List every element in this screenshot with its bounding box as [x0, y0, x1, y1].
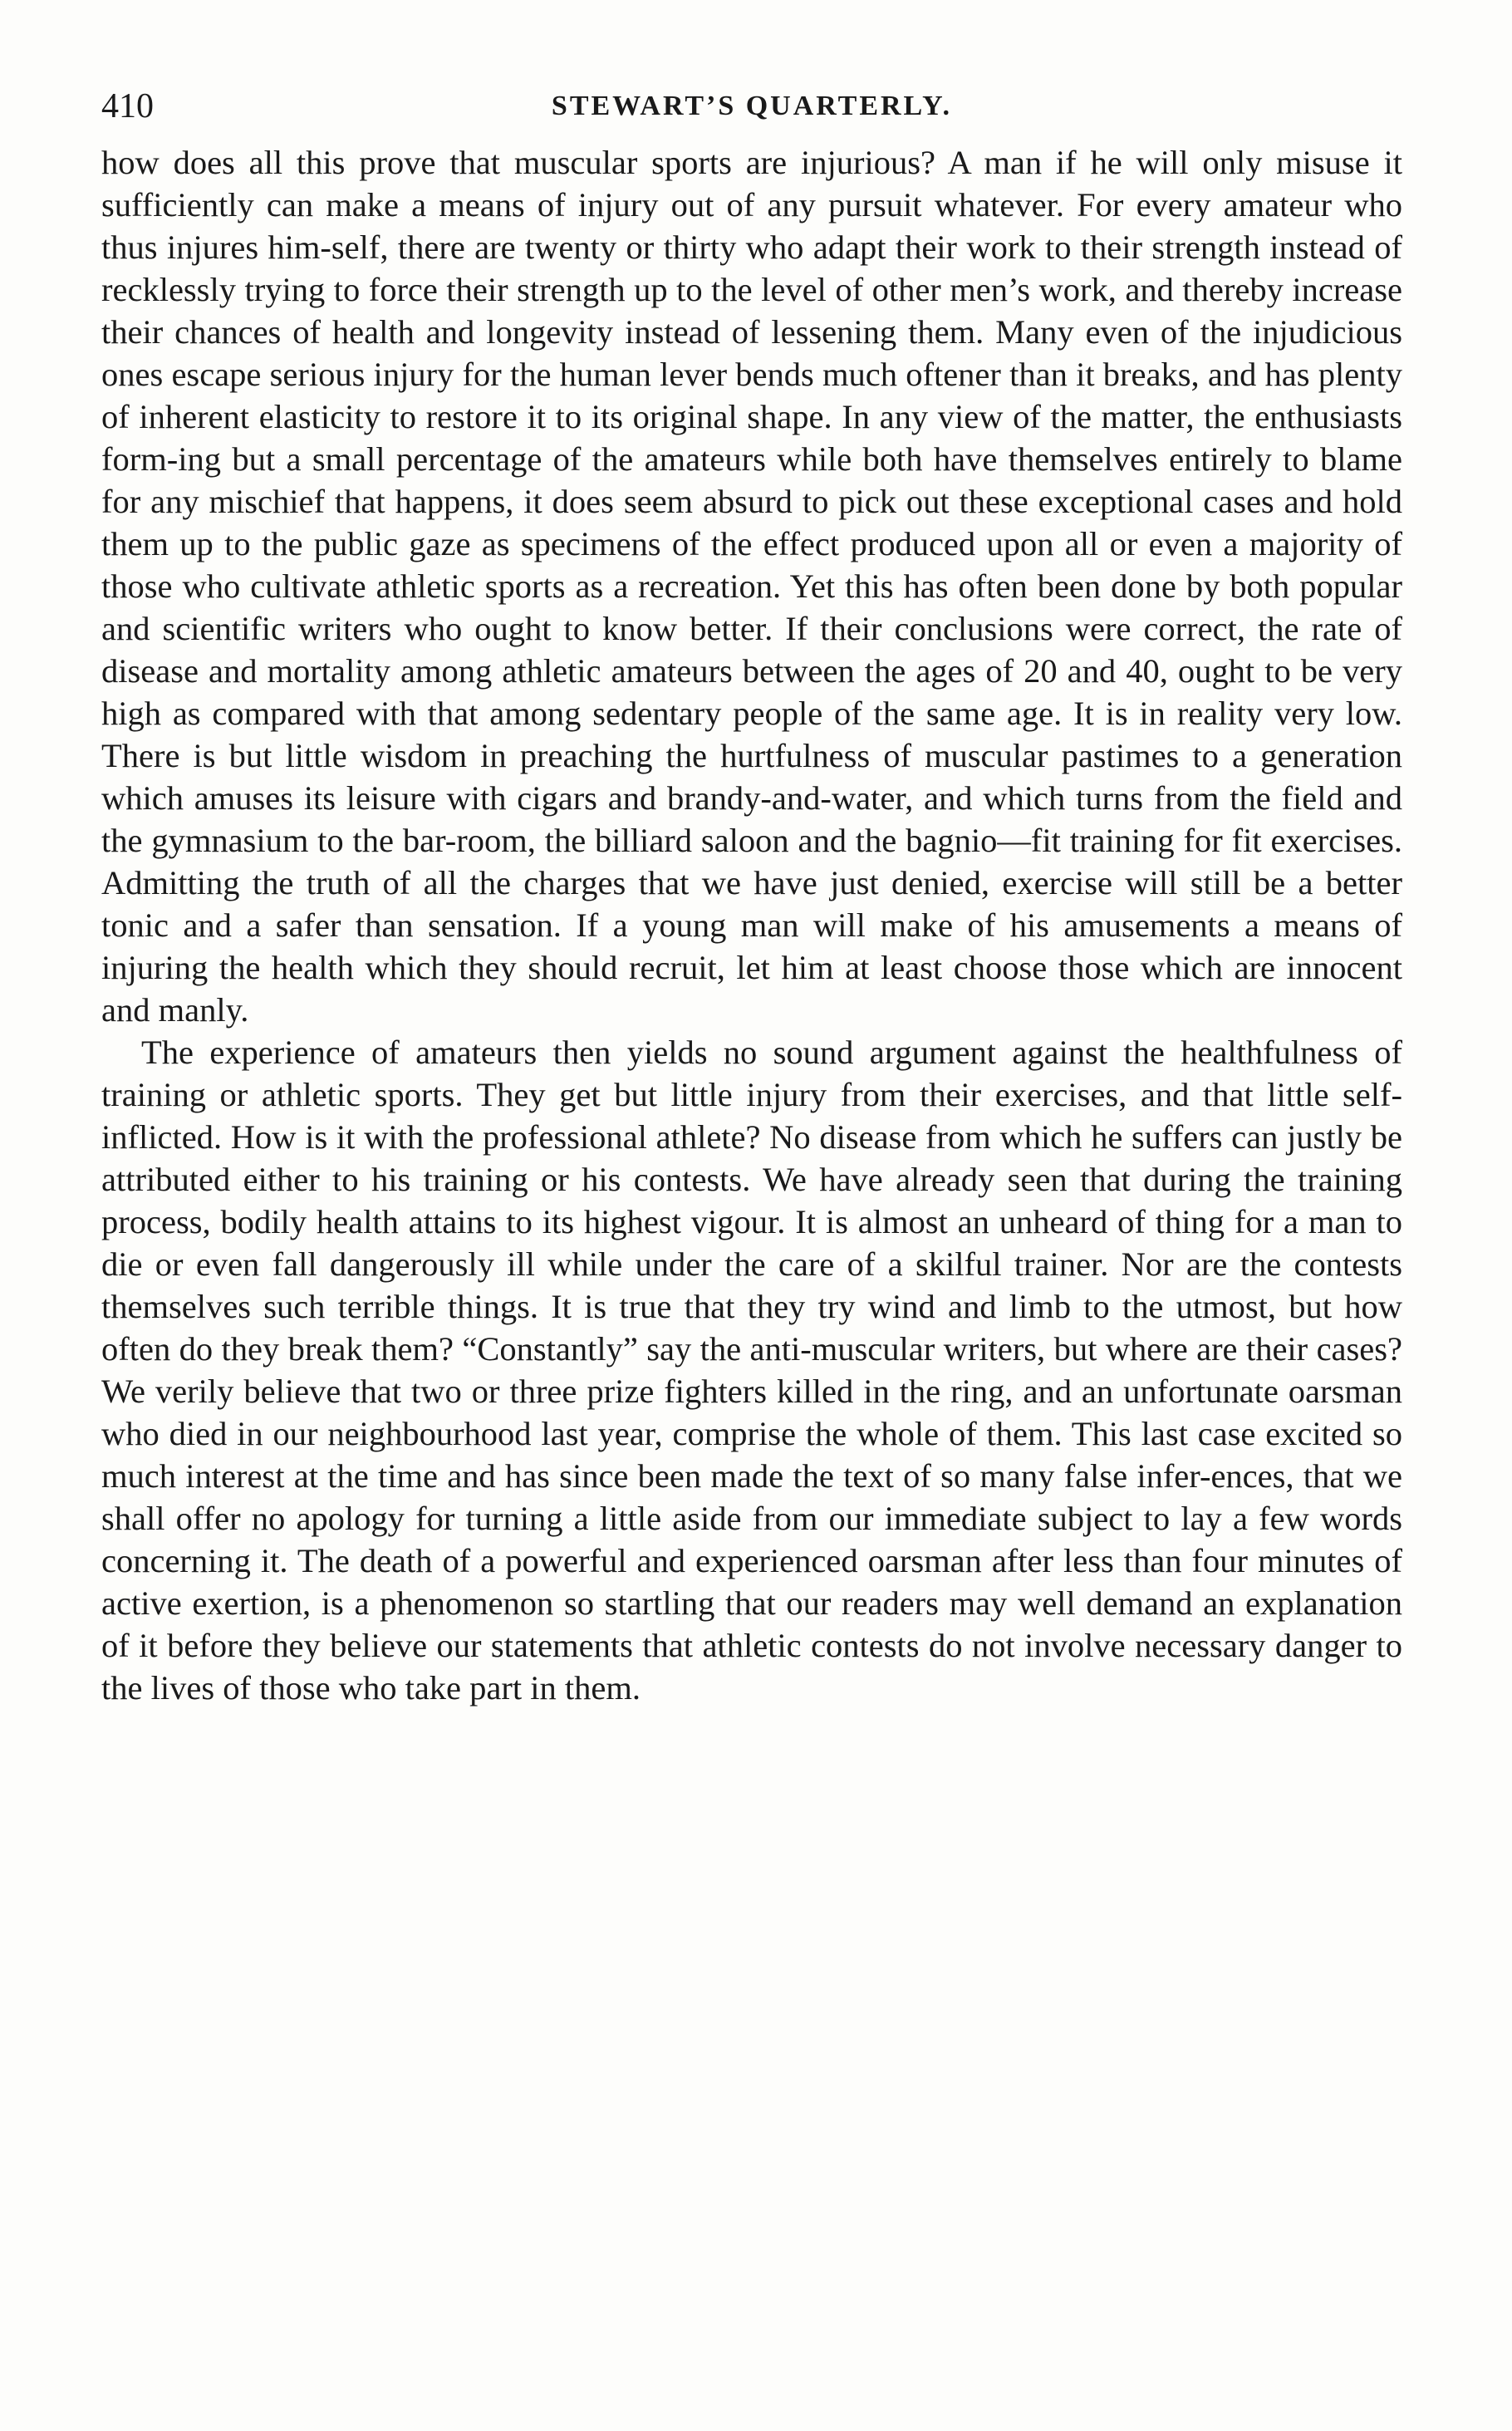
running-head: [101, 80, 1402, 133]
body-text: [101, 141, 1402, 1709]
page-number: 410: [101, 87, 154, 125]
paragraph-amateurs-and-professionals: The experience of amateurs then yields no sound argument against the healthfulness of training or athletic sports. They get but little injury from their exercises, and that little self-inflicted. How is it with the professional athlete? No disease from which he suffers can justly be attributed either to his training or his contests. We have already seen that during the training process, bodily health attains to its highest vigour. It is almost an unheard of thing for a man to die or even fall dangerously ill while under the care of a skilful trainer. Nor are the contests themselves such terrible things. It is true that they try wind and limb to the utmost, but how often do they break them? “Constantly” say the anti-muscular writers, but where are their cases? We verily believe that two or three prize fighters killed in the ring, and an unfortunate oarsman who died in our neighbourhood last year, comprise the whole of them. This last case excited so much interest at the time and has since been made the text of so many false infer-ences, that we shall offer no apology for turning a little aside from our immediate subject to lay a few words concerning it. The death of a powerful and experienced oarsman after less than four minutes of active exertion, is a phenomenon so startling that our readers may well demand an explanation of it before they believe our statements that athletic contests do not involve necessary danger to the lives of those who take part in them.: [101, 1034, 1402, 1707]
paragraph-continued: how does all this prove that muscular sports are injurious? A man if he will only misuse it sufficiently can make a means of injury out of any pursuit whatever. For every amateur who thus injures him-self, there are twenty or thirty who adapt their work to their strength instead of recklessly trying to force their strength up to the level of other men’s work, and thereby increase their chances of health and longevity instead of lessening them. Many even of the injudicious ones escape serious injury for the human lever bends much oftener than it breaks, and has plenty of inherent elasticity to restore it to its original shape. In any view of the matter, the enthusiasts form-ing but a small percentage of the amateurs while both have themselves entirely to blame for any mischief that happens, it does seem absurd to pick out these exceptional cases and hold them up to the public gaze as specimens of the effect produced upon all or even a majority of those who cultivate athletic sports as a recreation. Yet this has often been done by both popular and scientific writers who ought to know better. If their conclusions were correct, the rate of disease and mortality among athletic amateurs between the ages of 20 and 40, ought to be very high as compared with that among sedentary people of the same age. It is in reality very low. There is but little wisdom in preaching the hurtfulness of muscular pastimes to a generation which amuses its leisure with cigars and brandy-and-water, and which turns from the field and the gymnasium to the bar-room, the billiard saloon and the bagnio—fit training for fit exercises. Admitting the truth of all the charges that we have just denied, exercise will still be a better tonic and a safer than sensation. If a young man will make of his amusements a means of injuring the health which they should recruit, let him at least choose those which are innocent and manly.: [101, 144, 1402, 1029]
running-title: STEWART’S QUARTERLY.: [551, 91, 953, 121]
